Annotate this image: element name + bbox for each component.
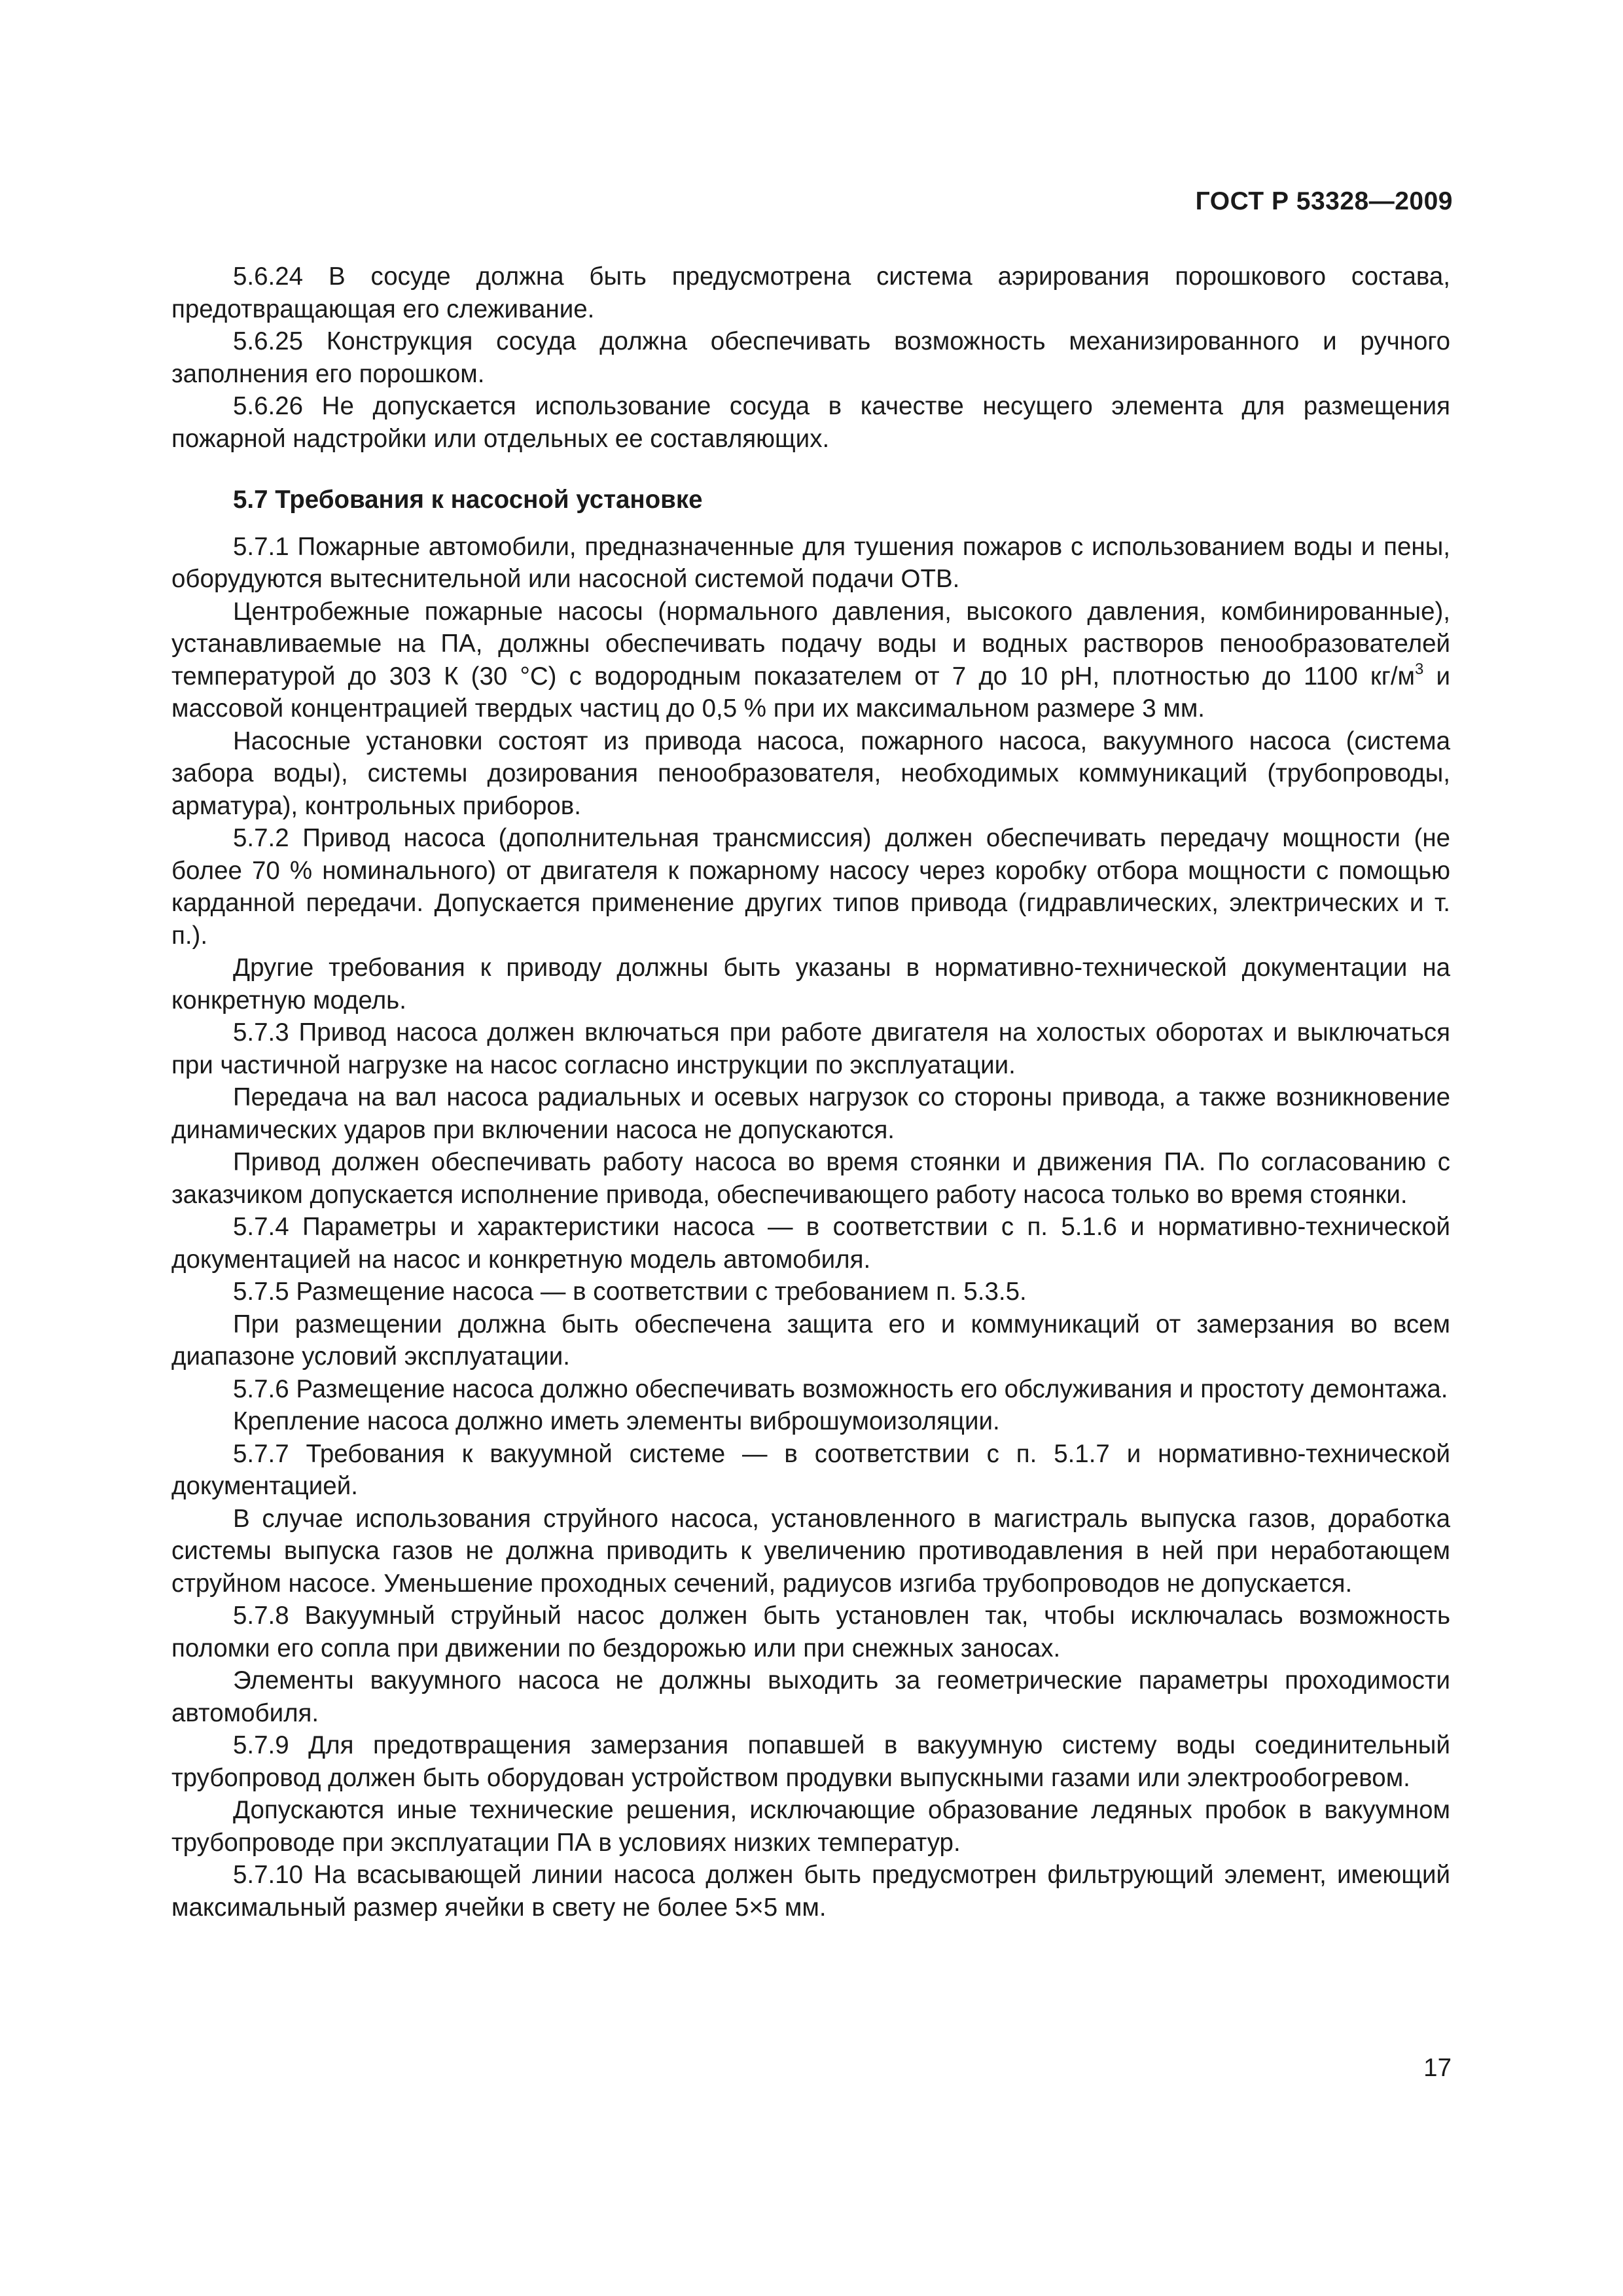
paragraph-placement: При размещении должна быть обеспечена защита его и коммуникаций от замерзания во всем диапазоне условий эксплуатации.	[171, 1310, 1450, 1371]
paragraph-5-6-26: 5.6.26 Не допускается использование сосуда в качестве несущего элемента для размещения пожарной надстройки или отдельных ее составляющих.	[171, 392, 1450, 453]
paragraph-5-6-24: 5.6.24 В сосуде должна быть предусмотрена система аэрирования порошкового состава, предотвращающая его слеживание.	[171, 262, 1450, 323]
paragraph-5-7-7: 5.7.7 Требования к вакуумной системе — в соответствии с п. 5.1.7 и нормативно-технической документацией.	[171, 1439, 1450, 1500]
centrifugal-text-b: и массовой концентрацией твердых частиц до 0,5 % при их максимальном размере 3 мм.	[171, 662, 1450, 723]
centrifugal-text-a: Центробежные пожарные насосы (нормального давления, высокого давления, комбинированные), устанавливаемые на ПА, должны обеспечивать подачу воды и водных растворов пенообразователей температурой до 303 К (30 °С) с водородным показателем от 7 до 10 рН, плотностью до 1100 кг/м	[171, 597, 1450, 691]
paragraph-5-7-9: 5.7.9 Для предотвращения замерзания попавшей в вакуумную систему воды соединительный трубопровод должен быть оборудован устройством продувки выпускными газами или электрообогревом.	[171, 1731, 1450, 1792]
paragraph-other-solutions: Допускаются иные технические решения, исключающие образование ледяных пробок в вакуумном трубопроводе при эксплуатации ПА в условиях низких температур.	[171, 1796, 1450, 1857]
superscript-cubed: 3	[1414, 660, 1424, 678]
paragraph-5-7-6: 5.7.6 Размещение насоса должно обеспечивать возможность его обслуживания и простоту демонтажа.	[233, 1374, 1448, 1403]
paragraph-jet-pump: В случае использования струйного насоса, установленного в магистраль выпуска газов, доработка системы выпуска газов не должна приводить к увеличению противодавления в ней при неработающем струйном насосе. Уменьшение проходных сечений, радиусов изгиба трубопроводов не допускается.	[171, 1504, 1450, 1598]
paragraph-5-7-1: 5.7.1 Пожарные автомобили, предназначенные для тушения пожаров с использованием воды и пены, оборудуются вытеснительной или насосной системой подачи ОТВ.	[171, 532, 1450, 593]
document-body	[171, 260, 1450, 1924]
paragraph-other-drive: Другие требования к приводу должны быть указаны в нормативно-технической документации на конкретную модель.	[171, 954, 1450, 1014]
paragraph-5-7-4: 5.7.4 Параметры и характеристики насоса — в соответствии с п. 5.1.6 и нормативно-технической документацией на насос и конкретную модель автомобиля.	[171, 1213, 1450, 1274]
paragraph-5-7-10: 5.7.10 На всасывающей линии насоса должен быть предусмотрен фильтрующий элемент, имеющий максимальный размер ячейки в свету не более 5×5 мм.	[171, 1861, 1450, 1922]
paragraph-5-7-2: 5.7.2 Привод насоса (дополнительная трансмиссия) должен обеспечивать передачу мощности (не более 70 % номинального) от двигателя к пожарному насосу через коробку отбора мощности с помощью карданной передачи. Допускается применение других типов привода (гидравлических, электрических и т. п.).	[171, 824, 1450, 950]
page-number: 17	[1423, 2054, 1452, 2082]
paragraph-pump-units: Насосные установки состоят из привода насоса, пожарного насоса, вакуумного насоса (система забора воды), системы дозирования пенообразователя, необходимых коммуникаций (трубопроводы, арматура), контрольных приборов.	[171, 726, 1450, 820]
paragraph-transfer: Передача на вал насоса радиальных и осевых нагрузок со стороны привода, а также возникновение динамических ударов при включении насоса не допускаются.	[171, 1083, 1450, 1144]
paragraph-5-7-3: 5.7.3 Привод насоса должен включаться при работе двигателя на холостых оборотах и выключаться при частичной нагрузке на насос согласно инструкции по эксплуатации.	[171, 1018, 1450, 1079]
section-heading-5-7: 5.7 Требования к насосной установке	[233, 486, 703, 514]
paragraph-5-7-8: 5.7.8 Вакуумный струйный насос должен быть установлен так, чтобы исключалась возможность поломки его сопла при движении по бездорожью или при снежных заносах.	[171, 1602, 1450, 1662]
paragraph-centrifugal-pumps	[171, 596, 1450, 725]
paragraph-drive-operation: Привод должен обеспечивать работу насоса во время стоянки и движения ПА. По согласованию с заказчиком допускается исполнение привода, обеспечивающего работу насоса только во время стоянки.	[171, 1148, 1450, 1209]
paragraph-5-6-25: 5.6.25 Конструкция сосуда должна обеспечивать возможность механизированного и ручного заполнения его порошком.	[171, 327, 1450, 388]
paragraph-mounting: Крепление насоса должно иметь элементы виброшумоизоляции.	[233, 1407, 1000, 1435]
standard-code-header: ГОСТ Р 53328—2009	[1195, 187, 1453, 215]
paragraph-5-7-5: 5.7.5 Размещение насоса — в соответствии с требованием п. 5.3.5.	[233, 1278, 1027, 1306]
paragraph-vacuum-elements: Элементы вакуумного насоса не должны выходить за геометрические параметры проходимости автомобиля.	[171, 1666, 1450, 1727]
